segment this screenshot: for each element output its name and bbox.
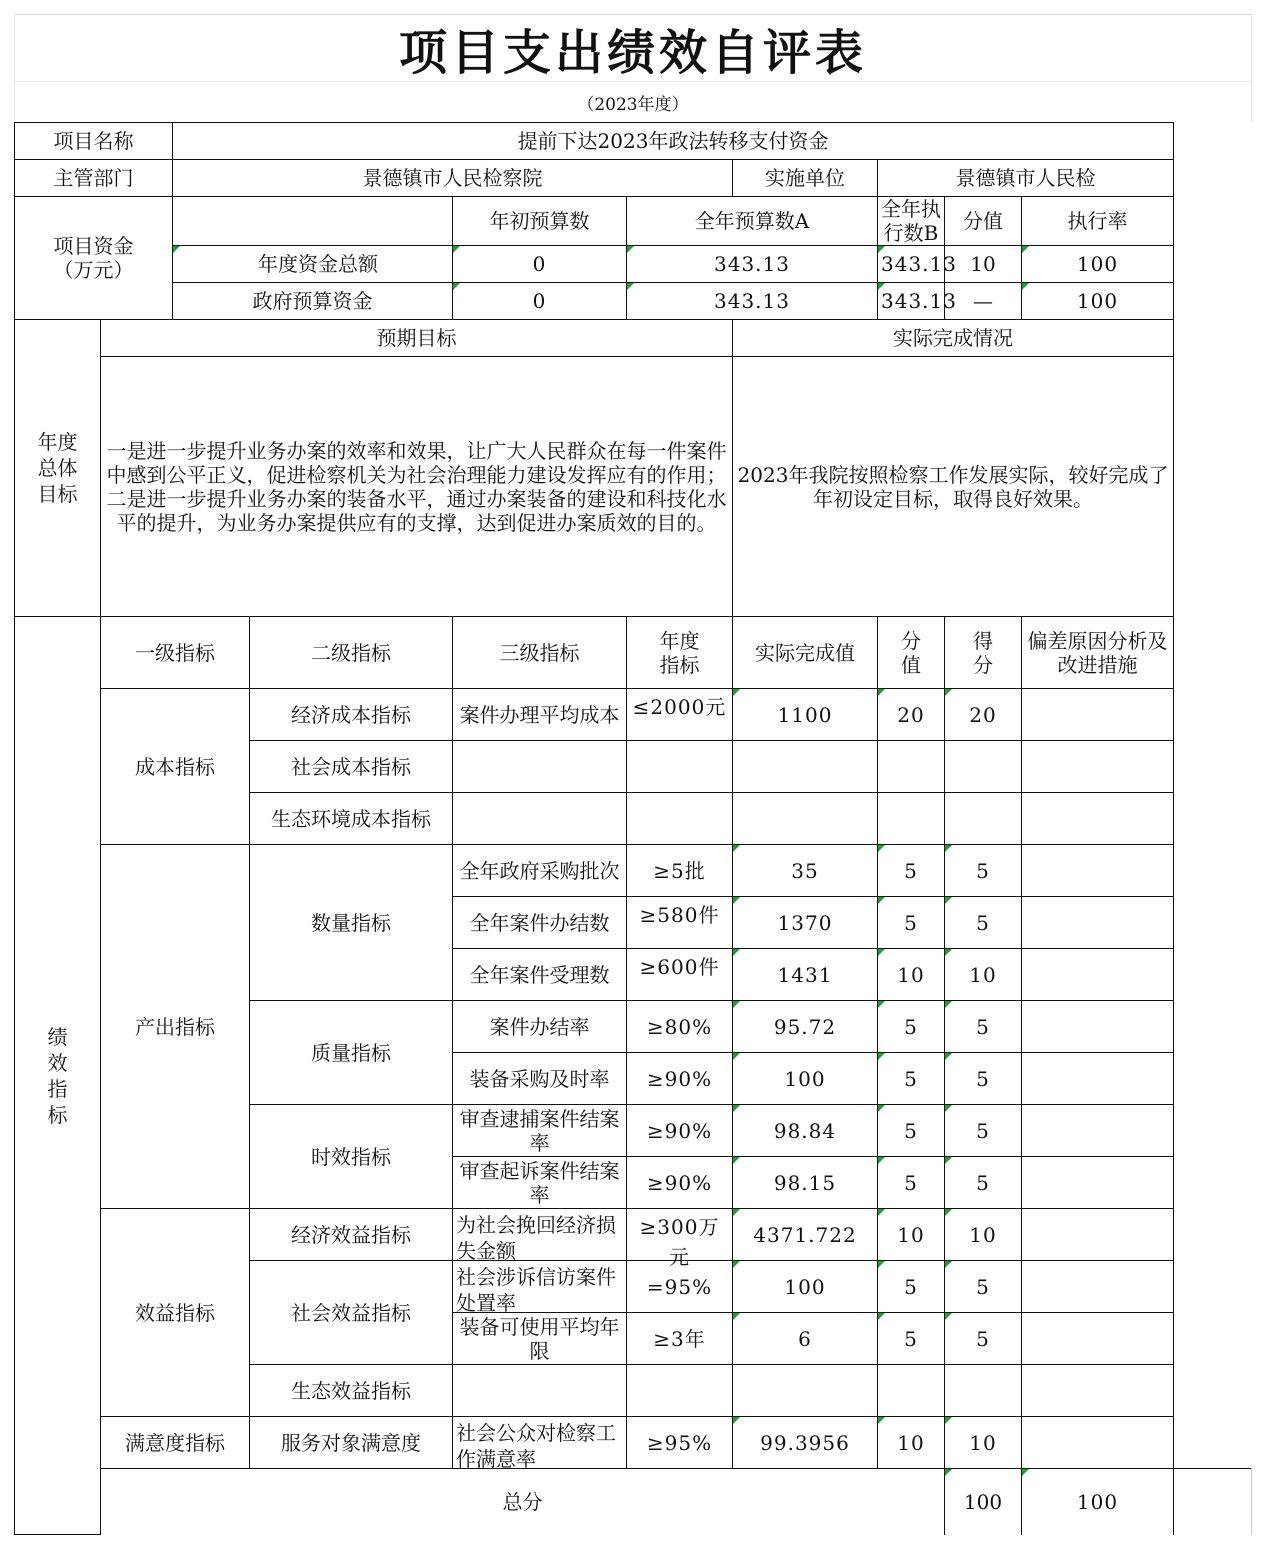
actual-value: 99.3956 [733,1417,878,1469]
funds-executed: 343.13 [878,246,945,283]
score-value: 5 [878,1105,945,1157]
funds-header-row [15,197,1252,246]
actual-value: 100 [733,1053,878,1105]
annual-target: ≥5批 [627,845,733,897]
department-row [15,160,1252,197]
annual-goal-label: 年度总体目标 [15,320,101,617]
level3-name: 装备采购及时率 [453,1053,627,1105]
indicator-row [15,689,1252,741]
project-name-value: 提前下达2023年政法转移支付资金 [173,123,1174,160]
actual-result-text: 2023年我院按照检察工作发展实际，较好完成了年初设定目标，取得良好效果。 [733,357,1174,617]
level3-name: 审查起诉案件结案率 [453,1157,627,1209]
score-value: 5 [878,1001,945,1053]
score-value: 5 [878,897,945,949]
level3-name: 审查逮捕案件结案率 [453,1105,627,1157]
score-value: 5 [878,845,945,897]
header-level3: 三级指标 [453,617,627,689]
score-value: 5 [878,1053,945,1105]
level2-quality: 质量指标 [250,1001,453,1105]
page-title: 项目支出绩效自评表 [14,14,1252,81]
score-value: 10 [878,1209,945,1261]
level2-eco-benefit: 生态效益指标 [250,1365,453,1417]
impl-value: 景德镇市人民检 [878,160,1174,197]
header-score-value: 分值 [878,617,945,689]
funds-initial: 0 [453,246,627,283]
actual-value: 98.84 [733,1105,878,1157]
score-value: 5 [878,1157,945,1209]
annual-target: ≥90% [627,1157,733,1209]
actual-value: 1100 [733,689,878,741]
col-annual-budget: 全年预算数A [627,197,878,246]
level3-name: 全年案件办结数 [453,897,627,949]
funds-label-line1: 项目资金 [53,234,134,258]
level2-economic-cost: 经济成本指标 [250,689,453,741]
total-label: 总分 [101,1469,945,1535]
funds-rate: 100 [1022,246,1174,283]
expected-goal-header: 预期目标 [101,320,733,357]
funds-row-name: 政府预算资金 [173,283,453,320]
score: 5 [945,1261,1022,1313]
indicator-row [15,845,1252,897]
header-score: 得分 [945,617,1022,689]
level1-output: 产出指标 [101,845,250,1209]
score-value: 5 [878,1313,945,1365]
level2-social-benefit: 社会效益指标 [250,1261,453,1365]
score-value: 20 [878,689,945,741]
deviation-note [1022,689,1174,741]
goals-text-row [15,357,1252,617]
funds-executed: 343.13 [878,283,945,320]
actual-value: 6 [733,1313,878,1365]
level3-name: 案件办结率 [453,1001,627,1053]
actual-value: 95.72 [733,1001,878,1053]
deviation-note [1022,1417,1174,1469]
impl-label: 实施单位 [733,160,878,197]
header-deviation: 偏差原因分析及改进措施 [1022,617,1174,689]
funds-initial: 0 [453,283,627,320]
level2-timeliness: 时效指标 [250,1105,453,1209]
score-value: 10 [878,1417,945,1469]
annual-target: ≥3年 [627,1313,733,1365]
deviation-note [1022,1209,1174,1261]
actual-value: 1370 [733,897,878,949]
annual-target: ≥90% [627,1105,733,1157]
funds-rate: 100 [1022,283,1174,320]
header-level2: 二级指标 [250,617,453,689]
dept-value: 景德镇市人民检察院 [173,160,733,197]
level1-cost: 成本指标 [101,689,250,845]
header-annual-target: 年度指标 [627,617,733,689]
col-initial-budget: 年初预算数 [453,197,627,246]
project-name-label: 项目名称 [15,123,173,160]
goals-header-row [15,320,1252,357]
deviation-note [1022,1157,1174,1209]
col-executed: 全年执行数B [878,197,945,246]
level1-satisfaction: 满意度指标 [101,1417,250,1469]
deviation-note [1022,1001,1174,1053]
performance-indicator-label: 绩效指标 [15,617,101,1535]
deviation-note [1022,949,1174,1001]
evaluation-sheet [14,14,1252,1535]
header-level1: 一级指标 [101,617,250,689]
level3-name: 装备可使用平均年限 [453,1313,627,1365]
project-name-row [15,123,1252,160]
indicator-row [15,1209,1252,1261]
score: 20 [945,689,1022,741]
annual-target: ≥95% [627,1417,733,1469]
score: 10 [945,1209,1022,1261]
score: 5 [945,1105,1022,1157]
deviation-note [1022,845,1174,897]
level3-name: 全年政府采购批次 [453,845,627,897]
level2-service-satisfaction: 服务对象满意度 [250,1417,453,1469]
total-deviation [1174,1469,1252,1535]
actual-value: 1431 [733,949,878,1001]
funds-annual: 343.13 [627,283,878,320]
funds-total-row [15,246,1252,283]
deviation-note [1022,1053,1174,1105]
col-exec-rate: 执行率 [1022,197,1174,246]
indicator-row [15,1417,1252,1469]
deviation-note [1022,897,1174,949]
level2-economic-benefit: 经济效益指标 [250,1209,453,1261]
score: 5 [945,1001,1022,1053]
score: 5 [945,845,1022,897]
annual-target: ≥80% [627,1001,733,1053]
dept-label: 主管部门 [15,160,173,197]
indicator-header-row [15,617,1252,689]
score: 10 [945,949,1022,1001]
funds-gov-row [15,283,1252,320]
evaluation-table [14,122,1252,1535]
actual-value: 100 [733,1261,878,1313]
score-value: 10 [878,949,945,1001]
funds-blank-header [173,197,453,246]
funds-annual: 343.13 [627,246,878,283]
annual-target: ≥600件 [627,949,733,1001]
expected-goal-text: 一是进一步提升业务办案的效率和效果，让广大人民群众在每一件案件中感到公平正义，促进检察机关为社会治理能力建设发挥应有的作用；二是进一步提升业务办案的装备水平，通过办案装备的建设和科技化水平的提升，为业务办案提供应有的支撑，达到促进办案质效的目的。 [101,357,733,617]
deviation-note [1022,1261,1174,1313]
total-score-value: 100 [945,1469,1022,1535]
annual-target: ≥300万元 [627,1209,733,1261]
annual-target: =95% [627,1261,733,1313]
funds-row-name: 年度资金总额 [173,246,453,283]
total-row [15,1469,1252,1535]
score: 10 [945,1417,1022,1469]
level3-name: 全年案件受理数 [453,949,627,1001]
level3-name: 案件办理平均成本 [453,689,627,741]
annual-target: ≥580件 [627,897,733,949]
level3-name: 为社会挽回经济损失金额 [453,1209,627,1261]
score: 5 [945,1313,1022,1365]
score: 5 [945,897,1022,949]
score: 5 [945,1157,1022,1209]
funds-label-line2: （万元） [53,258,134,282]
funds-score-value: 10 [945,246,1022,283]
actual-value: 98.15 [733,1157,878,1209]
level2-eco-cost: 生态环境成本指标 [250,793,453,845]
level3-name: 社会公众对检察工作满意率 [453,1417,627,1469]
level2-social-cost: 社会成本指标 [250,741,453,793]
actual-value: 4371.722 [733,1209,878,1261]
level1-benefit: 效益指标 [101,1209,250,1417]
score-value: 5 [878,1261,945,1313]
deviation-note [1022,1105,1174,1157]
funds-label [15,197,173,320]
annual-target: ≤2000元 [627,689,733,741]
level3-name: 社会涉诉信访案件处置率 [453,1261,627,1313]
level2-quantity: 数量指标 [250,845,453,1001]
annual-target: ≥90% [627,1053,733,1105]
year-subtitle: （2023年度） [14,81,1252,122]
actual-result-header: 实际完成情况 [733,320,1174,357]
col-score-value: 分值 [945,197,1022,246]
score: 5 [945,1053,1022,1105]
total-score: 100 [1022,1469,1174,1535]
funds-score-value: — [945,283,1022,320]
deviation-note [1022,1313,1174,1365]
actual-value: 35 [733,845,878,897]
header-actual-value: 实际完成值 [733,617,878,689]
